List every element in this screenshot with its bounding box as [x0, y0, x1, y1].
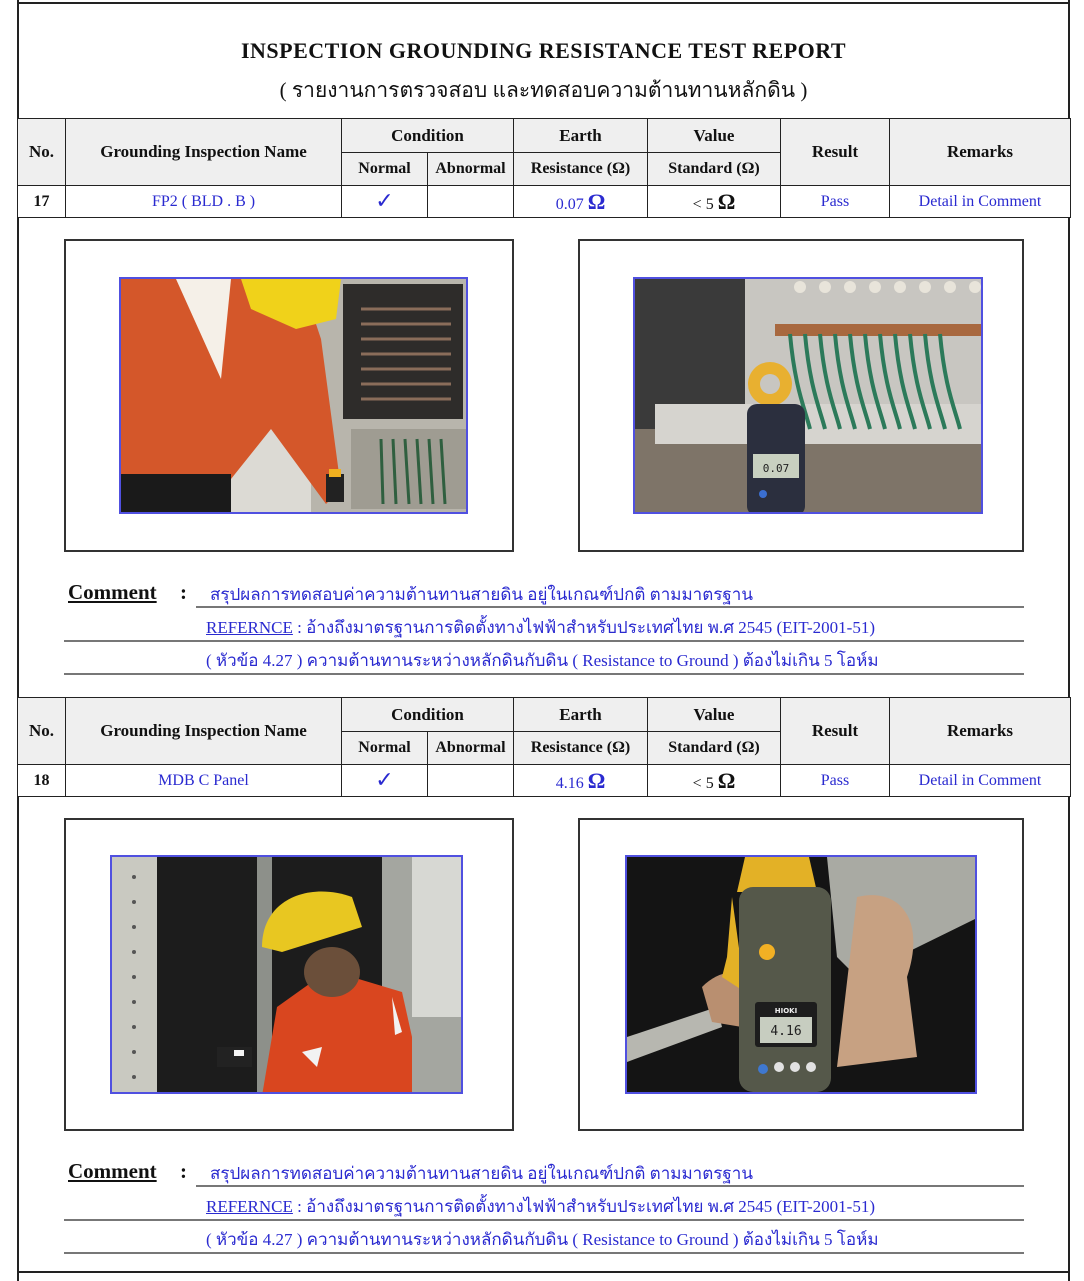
reference-label: REFERNCE: [206, 618, 293, 637]
resistance-cell: [514, 765, 648, 797]
photo-meter-reading: [633, 277, 983, 514]
technician-photo-icon: [121, 279, 468, 514]
report-title: INSPECTION GROUNDING RESISTANCE TEST REPORT: [240, 38, 847, 63]
result-cell: Pass: [781, 186, 890, 218]
comment-summary: สรุปผลการทดสอบค่าความต้านทานสายดิน อยู่ในเกณฑ์ปกติ ตามมาตรฐาน: [210, 1164, 753, 1183]
inspection-table-18: [17, 697, 1071, 797]
ohm-icon: Ω: [587, 767, 606, 793]
comment-reference: [206, 614, 875, 641]
standard-value: < 5: [692, 195, 714, 213]
abnormal-cell: [428, 765, 514, 797]
normal-cell: [342, 186, 428, 218]
comment-clause: ( หัวข้อ 4.27 ) ความต้านทานระหว่างหลักดินกับดิน ( Resistance to Ground ) ต้องไม่เกิน 5 โอห์ม: [206, 1230, 879, 1249]
header-condition: Condition: [342, 119, 514, 153]
comment-reference: [206, 1193, 875, 1220]
checkmark-icon: ✓: [375, 768, 394, 793]
header-condition: Condition: [342, 698, 514, 732]
comment-rule: [64, 1219, 1024, 1221]
standard-value: < 5: [692, 774, 714, 792]
header-normal: Normal: [342, 732, 428, 765]
comment-label: Comment: [68, 580, 157, 604]
header-earth: Earth: [514, 698, 648, 732]
header-result: Result: [781, 698, 890, 765]
report-subtitle: ( รายงานการตรวจสอบ และทดสอบความต้านทานหลักดิน ): [279, 78, 808, 102]
header-name: Grounding Inspection Name: [66, 698, 342, 765]
photo-technician-testing: [110, 855, 463, 1094]
header-standard: Standard (Ω): [648, 732, 781, 765]
result-cell: Pass: [781, 765, 890, 797]
standard-cell: [648, 765, 781, 797]
comment-rule: [64, 640, 1024, 642]
header-value: Value: [648, 119, 781, 153]
table-row: [18, 186, 1071, 218]
header-no: No.: [18, 119, 66, 186]
abnormal-cell: [428, 186, 514, 218]
resistance-value: 4.16: [555, 774, 584, 792]
header-abnormal: Abnormal: [428, 153, 514, 186]
header-earth: Earth: [514, 119, 648, 153]
meter-photo-icon: [627, 857, 977, 1094]
comment-rule: [196, 1185, 1024, 1187]
entry-no: 17: [18, 186, 66, 218]
header-abnormal: Abnormal: [428, 732, 514, 765]
ohm-icon: Ω: [717, 188, 736, 214]
photo-technician-testing: [119, 277, 468, 514]
svg-text:HIOKI: HIOKI: [774, 1007, 798, 1015]
header-resistance: Resistance (Ω): [514, 153, 648, 186]
photo-meter-reading: [625, 855, 977, 1094]
entry-no: 18: [18, 765, 66, 797]
header-no: No.: [18, 698, 66, 765]
comment-label: Comment: [68, 1159, 157, 1183]
header-result: Result: [781, 119, 890, 186]
ohm-icon: Ω: [717, 767, 736, 793]
report-header: [17, 4, 1070, 118]
comment-colon: :: [180, 1159, 187, 1183]
inspection-table-17: [17, 118, 1071, 218]
comment-rule: [64, 1252, 1024, 1254]
header-remarks: Remarks: [890, 119, 1071, 186]
comment-colon: :: [180, 580, 187, 604]
header-value: Value: [648, 698, 781, 732]
table-row: [18, 765, 1071, 797]
comment-summary: สรุปผลการทดสอบค่าความต้านทานสายดิน อยู่ในเกณฑ์ปกติ ตามมาตรฐาน: [210, 585, 753, 604]
header-standard: Standard (Ω): [648, 153, 781, 186]
header-name: Grounding Inspection Name: [66, 119, 342, 186]
svg-text:4.16: 4.16: [770, 1024, 802, 1039]
meter-photo-icon: [635, 279, 983, 514]
technician-photo-icon: [112, 857, 463, 1094]
svg-text:0.07: 0.07: [762, 462, 790, 475]
entry-name: FP2 ( BLD . B ): [66, 186, 342, 218]
resistance-cell: [514, 186, 648, 218]
section-divider: [17, 1271, 1070, 1273]
ohm-icon: Ω: [587, 188, 606, 214]
reference-text: : อ้างถึงมาตรฐานการติดตั้งทางไฟฟ้าสำหรับประเทศไทย พ.ศ 2545 (EIT-2001-51): [292, 618, 875, 637]
entry-name: MDB C Panel: [66, 765, 342, 797]
checkmark-icon: ✓: [375, 189, 394, 214]
comment-clause: ( หัวข้อ 4.27 ) ความต้านทานระหว่างหลักดินกับดิน ( Resistance to Ground ) ต้องไม่เกิน 5 โอห์ม: [206, 651, 879, 670]
header-remarks: Remarks: [890, 698, 1071, 765]
remarks-cell: Detail in Comment: [890, 186, 1071, 218]
normal-cell: [342, 765, 428, 797]
reference-text: : อ้างถึงมาตรฐานการติดตั้งทางไฟฟ้าสำหรับประเทศไทย พ.ศ 2545 (EIT-2001-51): [292, 1197, 875, 1216]
remarks-cell: Detail in Comment: [890, 765, 1071, 797]
comment-rule: [196, 606, 1024, 608]
standard-cell: [648, 186, 781, 218]
reference-label: REFERNCE: [206, 1197, 293, 1216]
comment-rule: [64, 673, 1024, 675]
header-resistance: Resistance (Ω): [514, 732, 648, 765]
header-normal: Normal: [342, 153, 428, 186]
resistance-value: 0.07: [555, 195, 584, 213]
